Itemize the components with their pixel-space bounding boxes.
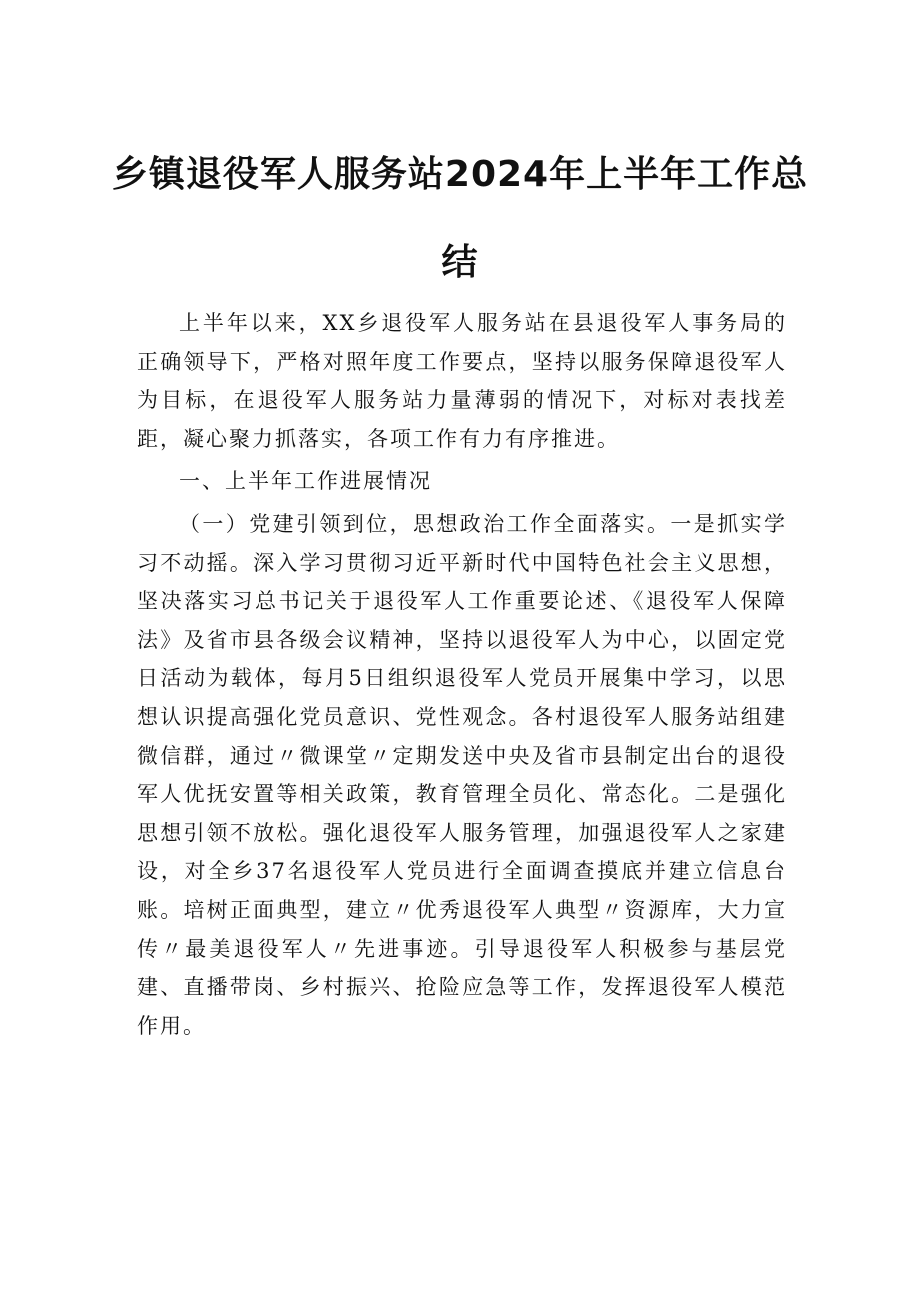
document-title-line-1: 乡镇退役军人服务站2024年上半年工作总 (111, 154, 809, 195)
document-body (137, 304, 787, 1045)
body-paragraph: （一）党建引领到位，思想政治工作全面落实。一是抓实学习不动摇。深入学习贯彻习近平新时代中国特色社会主义思想，坚决落实习总书记关于退役军人工作重要论述、《退役军人保障法》及省市县各级会议精神，坚持以退役军人为中心，以固定党日活动为载体，每月5日组织退役军人党员开展集中学习，以思想认识提高强化党员意识、党性观念。各村退役军人服务站组建微信群，通过〃微课堂〃定期发送中央及省市县制定出台的退役军人优抚安置等相关政策，教育管理全员化、常态化。二是强化思想引领不放松。强化退役军人服务管理，加强退役军人之家建设，对全乡37名退役军人党员进行全面调查摸底并建立信息台账。培树正面典型，建立〃优秀退役军人典型〃资源库，大力宣传〃最美退役军人〃先进事迹。引导退役军人积极参与基层党建、直播带岗、乡村振兴、抢险应急等工作，发挥退役军人模范作用。 (137, 511, 787, 1038)
section-heading: 一、上半年工作进展情况 (179, 469, 432, 494)
intro-paragraph: 上半年以来，XX乡退役军人服务站在县退役军人事务局的正确领导下，严格对照年度工作要点，坚持以服务保障退役军人为目标，在退役军人服务站力量薄弱的情况下，对标对表找差距，凝心聚力抓落实，各项工作有力有序推进。 (137, 311, 787, 451)
document-title-line-2: 结 (441, 242, 479, 283)
